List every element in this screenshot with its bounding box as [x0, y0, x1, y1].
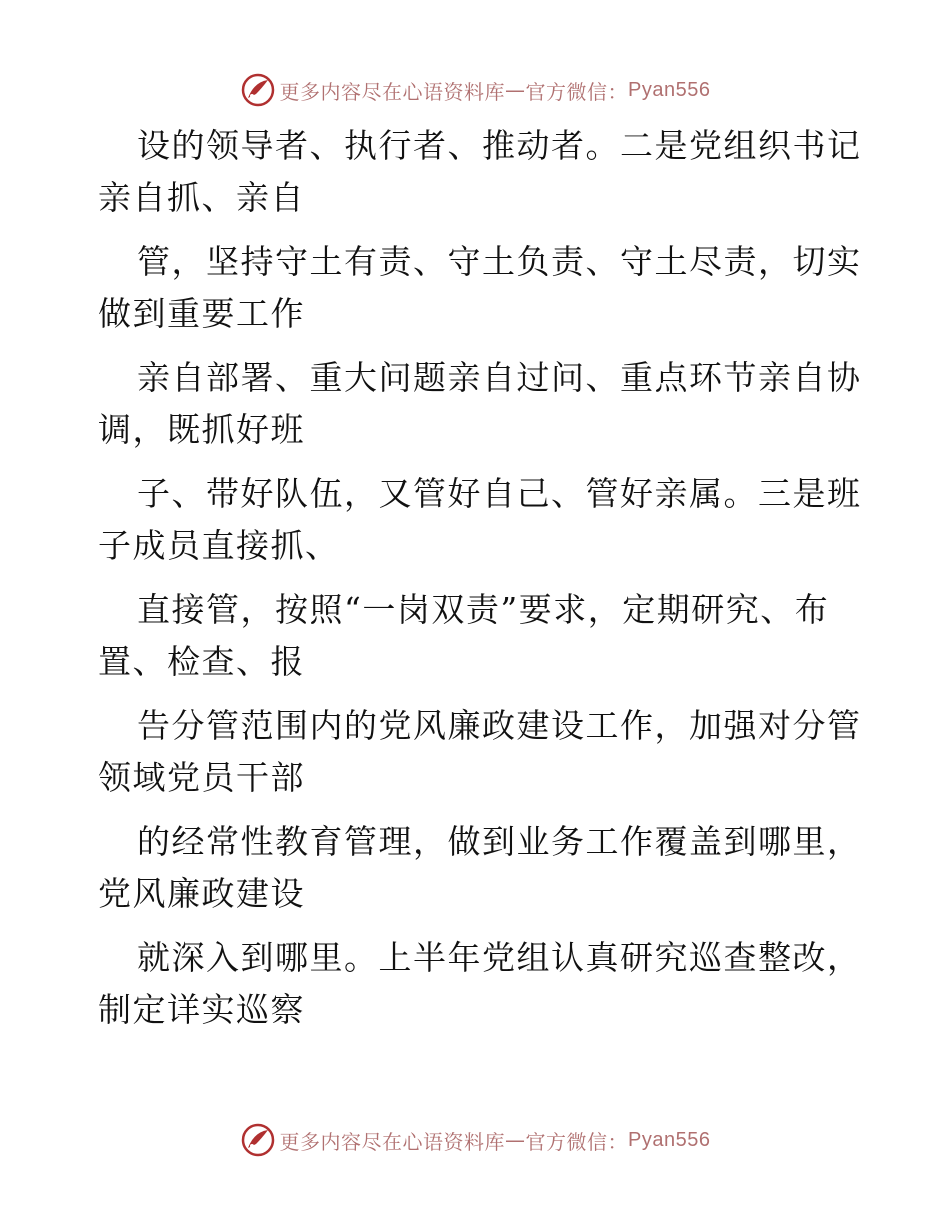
paragraph [0, 700, 950, 816]
watermark-text: 更多内容尽在心语资料库 [279, 1129, 506, 1154]
watermark-wechat-id: Pyan556 [628, 1128, 711, 1151]
paragraph-line: 子、带好队伍，又管好自己、管好亲属。三是班 [137, 474, 862, 513]
paragraph-line: 直接管，按照“一岗双责”要求，定期研究、布 [137, 590, 830, 629]
paragraph-line: 告分管范围内的党风廉政建设工作，加强对分管 [137, 706, 862, 745]
paragraph [0, 120, 950, 236]
paragraph-line: 子成员直接抓、 [98, 526, 340, 565]
paragraph [0, 352, 950, 468]
paragraph [0, 468, 950, 584]
paragraph [0, 816, 950, 932]
paragraph-line: 设的领导者、执行者、推动者。二是党组织书记 [137, 126, 862, 165]
watermark-wechat-label: 官方微信： [525, 1129, 629, 1154]
footer-watermark [0, 1120, 950, 1160]
paragraph-line: 调，既抓好班 [98, 410, 305, 449]
paragraph-line: 领域党员干部 [98, 758, 305, 797]
paragraph [0, 584, 950, 700]
paragraph-line: 的经常性教育管理，做到业务工作覆盖到哪里， [137, 822, 862, 861]
paragraph [0, 932, 950, 1048]
paragraph-line: 管，坚持守土有责、守土负责、守土尽责，切实 [137, 242, 862, 281]
watermark-separator: — [505, 1128, 526, 1152]
paragraph-line: 就深入到哪里。上半年党组认真研究巡查整改， [137, 938, 862, 977]
header-watermark [0, 70, 950, 110]
paragraph-line: 制定详实巡察 [98, 990, 305, 1029]
document-body [0, 120, 950, 1048]
watermark-wechat-id: Pyan556 [628, 78, 711, 101]
paragraph-line: 置、检查、报 [98, 642, 305, 681]
paragraph-line: 亲自抓、亲自 [98, 178, 305, 217]
paragraph-line: 党风廉政建设 [98, 874, 305, 913]
pen-logo-icon [240, 72, 276, 108]
pen-logo-icon [240, 1122, 276, 1158]
paragraph-line: 做到重要工作 [98, 294, 305, 333]
watermark-wechat-label: 官方微信： [525, 79, 629, 104]
paragraph [0, 236, 950, 352]
paragraph-line: 亲自部署、重大问题亲自过问、重点环节亲自协 [137, 358, 862, 397]
watermark-separator: — [505, 78, 526, 102]
watermark-text: 更多内容尽在心语资料库 [279, 79, 506, 104]
